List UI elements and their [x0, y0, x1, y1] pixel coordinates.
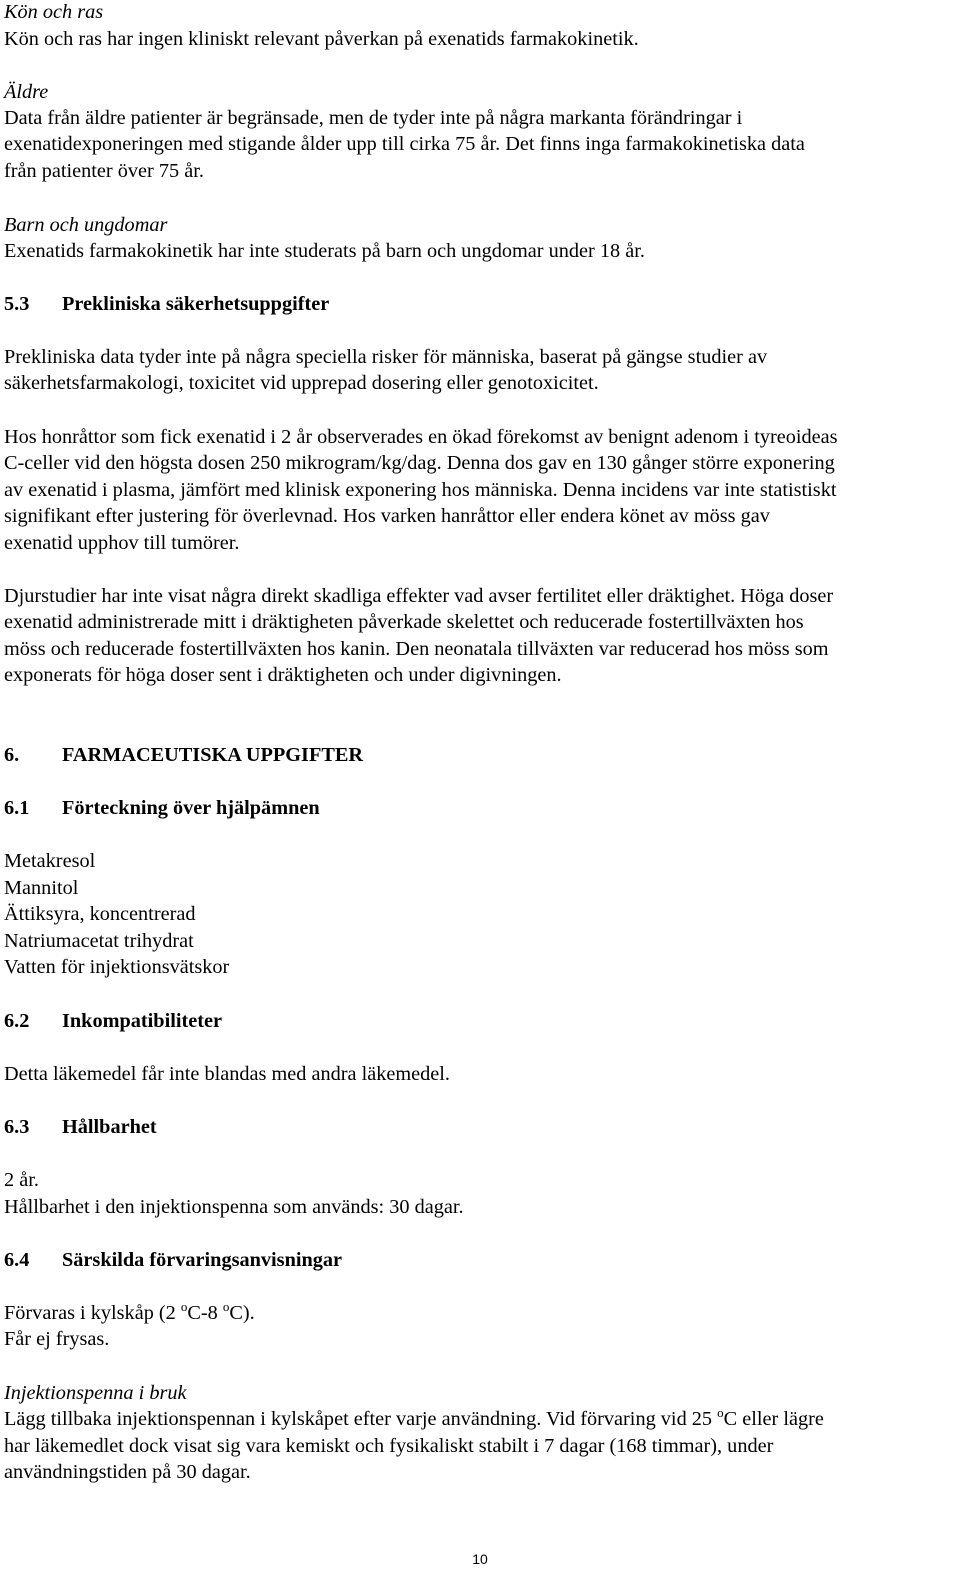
section-heading-6-1: [4, 795, 320, 821]
subheading-aldre: Äldre: [4, 81, 49, 103]
section-number: 5.3: [4, 293, 30, 315]
paragraph-line: användningstiden på 30 dagar.: [4, 1461, 251, 1483]
section-title: Prekliniska säkerhetsuppgifter: [62, 293, 330, 315]
subheading-barn-och-ungdomar: Barn och ungdomar: [4, 214, 168, 236]
paragraph-hallbarhet-line: 2 år.: [4, 1169, 39, 1191]
degree-superscript: o: [222, 1299, 230, 1314]
paragraph-line: Hos honråttor som fick exenatid i 2 år observerades en ökad förekomst av benignt adenom i tyreoideas: [4, 426, 838, 448]
paragraph-aldre-line: Data från äldre patienter är begränsade, men de tyder inte på några markanta förändringar i: [4, 107, 743, 129]
paragraph-line: av exenatid i plasma, jämfört med klinisk exponering hos människa. Denna incidens var inte statistiskt: [4, 479, 837, 501]
page-number: 10: [472, 1551, 488, 1567]
section-title: Inkompatibiliteter: [62, 1010, 222, 1032]
paragraph-aldre-line: exenatidexponeringen med stigande ålder upp till cirka 75 år. Det finns inga farmakokinetiska data: [4, 133, 805, 155]
section-title: FARMACEUTISKA UPPGIFTER: [62, 744, 364, 766]
section-heading-5-3: [4, 291, 329, 317]
subheading-injektionspenna: Injektionspenna i bruk: [4, 1382, 187, 1404]
excipient-item: Metakresol: [4, 850, 96, 872]
section-number: 6.3: [4, 1116, 30, 1138]
section-number: 6.2: [4, 1010, 30, 1032]
degree-superscript: o: [180, 1299, 188, 1314]
storage-text: Förvaras i kylskåp (2: [4, 1302, 181, 1324]
excipient-item: Mannitol: [4, 877, 79, 899]
paragraph-line: signifikant efter justering för överlevnad. Hos varken hanråttor eller endera könet av möss gav: [4, 505, 770, 527]
paragraph-line: [4, 1406, 824, 1432]
paragraph-line: C-celler vid den högsta dosen 250 mikrogram/kg/dag. Denna dos gav en 130 gånger större exponering: [4, 452, 835, 474]
section-heading-6-3: [4, 1114, 157, 1140]
excipient-item: Ättiksyra, koncentrerad: [4, 903, 196, 925]
paragraph-barn-och-ungdomar: Exenatids farmakokinetik har inte studerats på barn och ungdomar under 18 år.: [4, 240, 645, 262]
paragraph-line: exenatid administrerade mitt i dräktigheten påverkade skelettet och reducerade fostertillväxten hos: [4, 611, 804, 633]
degree-superscript: o: [717, 1405, 724, 1420]
section-title: Hållbarhet: [62, 1116, 157, 1138]
excipient-item: Natriumacetat trihydrat: [4, 930, 194, 952]
paragraph-line: exponerats för höga doser sent i dräktigheten och under digivningen.: [4, 664, 562, 686]
section-title: Särskilda förvaringsanvisningar: [62, 1249, 343, 1271]
paragraph-line: möss och reducerade fostertillväxten hos kanin. Den neonatala tillväxten var reducerad hos möss som: [4, 638, 829, 660]
section-number: 6.: [4, 744, 20, 766]
paragraph-line: har läkemedlet dock visat sig vara kemiskt och fysikaliskt stabilt i 7 dagar (168 timmar), under: [4, 1435, 774, 1457]
section-heading-6: [4, 742, 363, 768]
paragraph-inkompatibiliteter: Detta läkemedel får inte blandas med andra läkemedel.: [4, 1063, 450, 1085]
subheading-kon-och-ras: Kön och ras: [4, 1, 104, 23]
section-number: 6.4: [4, 1249, 30, 1271]
paragraph-kon-och-ras: Kön och ras har ingen kliniskt relevant påverkan på exenatids farmakokinetik.: [4, 28, 639, 50]
section-title: Förteckning över hjälpämnen: [62, 797, 320, 819]
paragraph-line: exenatid upphov till tumörer.: [4, 532, 240, 554]
paragraph-line: Prekliniska data tyder inte på några speciella risker för människa, baserat på gängse studier av: [4, 346, 768, 368]
pen-text: Lägg tillbaka injektionspennan i kylskåpet efter varje användning. Vid förvaring vid 25: [4, 1408, 718, 1430]
storage-text: C).: [229, 1302, 255, 1324]
paragraph-aldre-line: från patienter över 75 år.: [4, 160, 204, 182]
paragraph-hallbarhet-line: Hållbarhet i den injektionspenna som används: 30 dagar.: [4, 1196, 464, 1218]
section-heading-6-2: [4, 1008, 222, 1034]
excipient-item: Vatten för injektionsvätskor: [4, 956, 230, 978]
freeze-instruction: Får ej frysas.: [4, 1328, 110, 1350]
pen-text: C eller lägre: [723, 1408, 824, 1430]
paragraph-line: Djurstudier har inte visat några direkt skadliga effekter vad avser fertilitet eller dräktighet. Höga doser: [4, 585, 834, 607]
storage-text: C-8: [187, 1302, 223, 1324]
section-number: 6.1: [4, 797, 30, 819]
storage-instruction: [4, 1300, 255, 1326]
paragraph-line: säkerhetsfarmakologi, toxicitet vid upprepad dosering eller genotoxicitet.: [4, 372, 599, 394]
section-heading-6-4: [4, 1247, 342, 1273]
